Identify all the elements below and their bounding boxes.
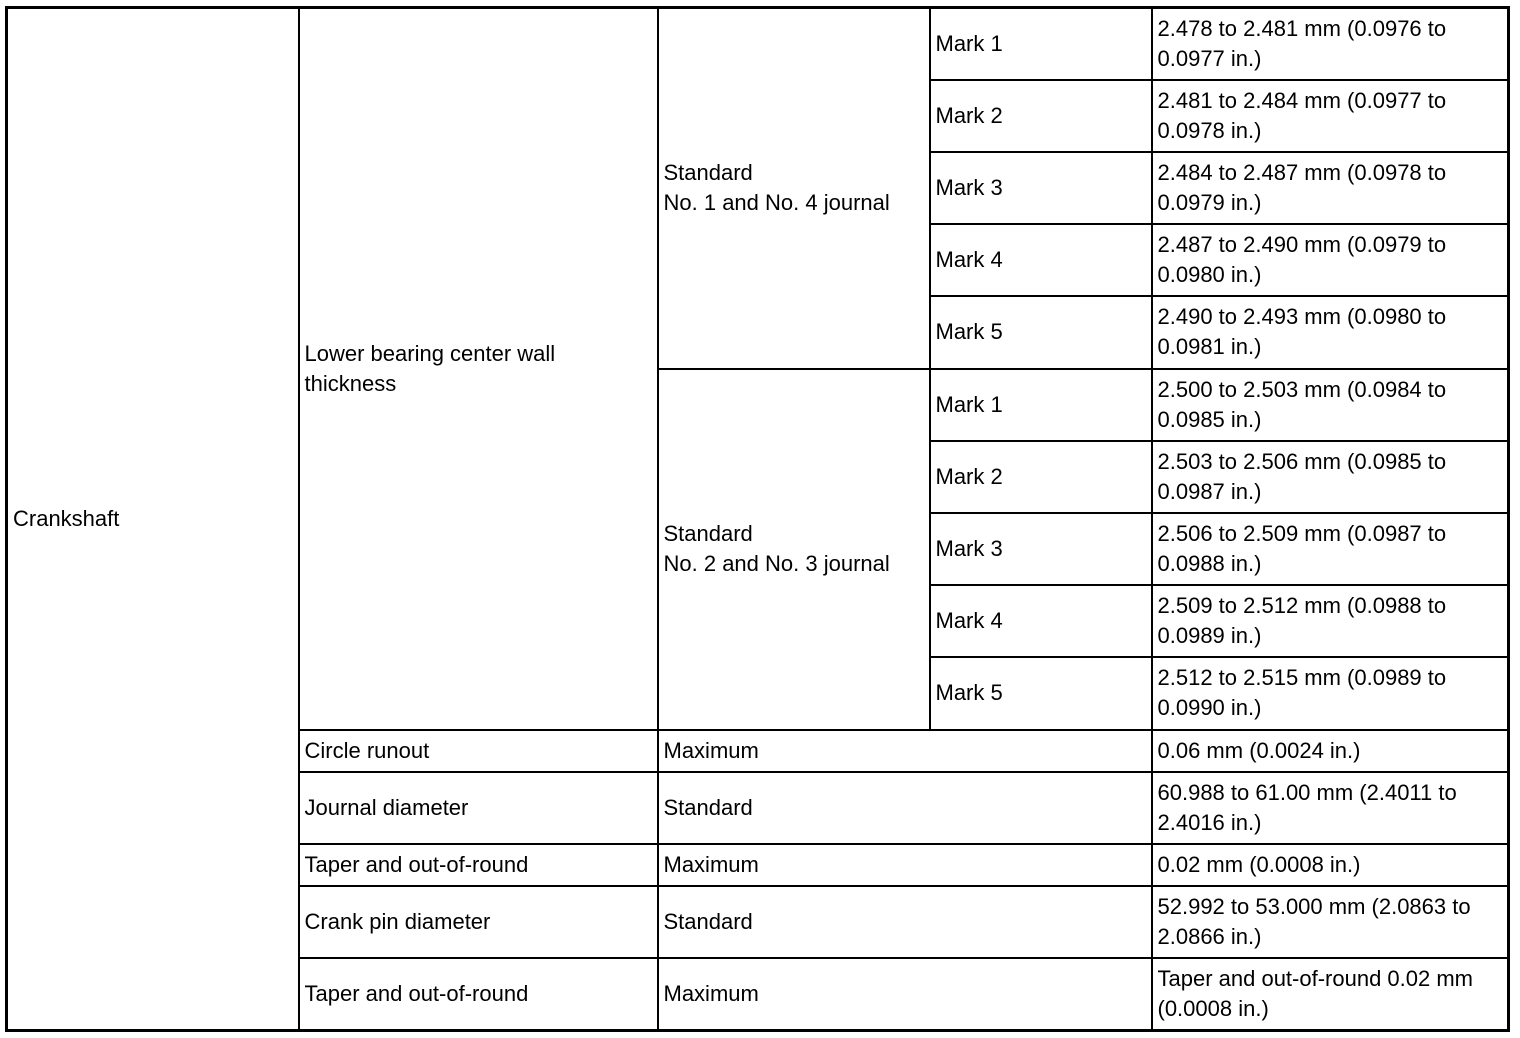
journal-group-label: Standard No. 1 and No. 4 journal — [658, 8, 930, 369]
mark-label: Mark 2 — [930, 441, 1152, 513]
item-label: Taper and out-of-round — [299, 958, 658, 1030]
item-label: Journal diameter — [299, 772, 658, 844]
mark-label: Mark 3 — [930, 152, 1152, 224]
spec-value: 52.992 to 53.000 mm (2.0863 to 2.0866 in.) — [1152, 886, 1509, 958]
condition-label: Maximum — [658, 958, 1152, 1030]
component-cell: Crankshaft — [7, 8, 299, 1031]
mark-label: Mark 3 — [930, 513, 1152, 585]
mark-label: Mark 4 — [930, 224, 1152, 296]
condition-label: Maximum — [658, 844, 1152, 886]
journal-group-label: Standard No. 2 and No. 3 journal — [658, 369, 930, 730]
mark-label: Mark 2 — [930, 80, 1152, 152]
table-row — [7, 8, 1509, 80]
mark-value: 2.481 to 2.484 mm (0.0977 to 0.0978 in.) — [1152, 80, 1509, 152]
mark-label: Mark 5 — [930, 296, 1152, 368]
mark-value: 2.500 to 2.503 mm (0.0984 to 0.0985 in.) — [1152, 369, 1509, 441]
mark-label: Mark 1 — [930, 369, 1152, 441]
mark-label: Mark 5 — [930, 657, 1152, 729]
mark-value: 2.490 to 2.493 mm (0.0980 to 0.0981 in.) — [1152, 296, 1509, 368]
mark-value: 2.478 to 2.481 mm (0.0976 to 0.0977 in.) — [1152, 8, 1509, 80]
condition-label: Standard — [658, 886, 1152, 958]
lower-bearing-label: Lower bearing center wall thickness — [299, 8, 658, 730]
item-label: Crank pin diameter — [299, 886, 658, 958]
crankshaft-spec-table — [5, 6, 1510, 1032]
spec-value: Taper and out-of-round 0.02 mm (0.0008 in.) — [1152, 958, 1509, 1030]
mark-value: 2.512 to 2.515 mm (0.0989 to 0.0990 in.) — [1152, 657, 1509, 729]
mark-label: Mark 4 — [930, 585, 1152, 657]
item-label: Taper and out-of-round — [299, 844, 658, 886]
mark-value: 2.503 to 2.506 mm (0.0985 to 0.0987 in.) — [1152, 441, 1509, 513]
spec-value: 60.988 to 61.00 mm (2.4011 to 2.4016 in.) — [1152, 772, 1509, 844]
mark-label: Mark 1 — [930, 8, 1152, 80]
item-label: Circle runout — [299, 730, 658, 772]
mark-value: 2.506 to 2.509 mm (0.0987 to 0.0988 in.) — [1152, 513, 1509, 585]
condition-label: Standard — [658, 772, 1152, 844]
spec-value: 0.02 mm (0.0008 in.) — [1152, 844, 1509, 886]
condition-label: Maximum — [658, 730, 1152, 772]
mark-value: 2.509 to 2.512 mm (0.0988 to 0.0989 in.) — [1152, 585, 1509, 657]
spec-value: 0.06 mm (0.0024 in.) — [1152, 730, 1509, 772]
mark-value: 2.484 to 2.487 mm (0.0978 to 0.0979 in.) — [1152, 152, 1509, 224]
mark-value: 2.487 to 2.490 mm (0.0979 to 0.0980 in.) — [1152, 224, 1509, 296]
